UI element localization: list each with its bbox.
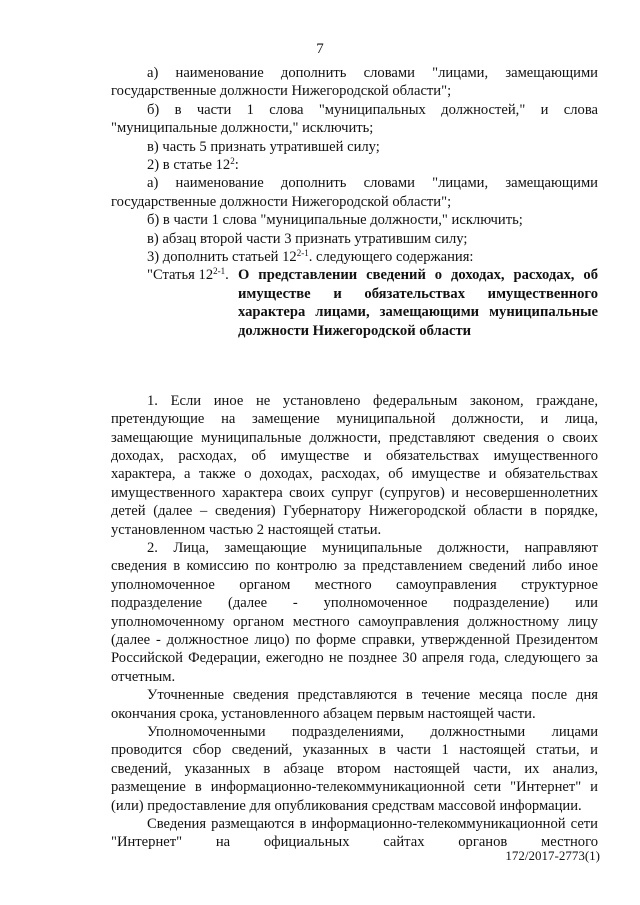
page-number: 7 <box>316 41 324 57</box>
paragraph-4: Уполномоченными подразделениями, должностными лицами проводится сбор сведений, указанных в части 1 настоящей статьи, и сведений, указанных в абзаце втором настоящей части, их анализ, размещение в информационно-телекоммуникационной сети "Интернет" и (или) предоставление для опубликования средствам массовой информации. <box>111 724 598 814</box>
amendment-item-a1: а) наименование дополнить словами "лицами, замещающими государственные должности Нижегородской области"; <box>111 65 598 100</box>
article-heading <box>111 266 598 340</box>
amendment-item-v2: в) абзац второй части 3 признать утратившим силу; <box>147 230 468 247</box>
amendment-item-2: 2) в статье $12^2$: <box>147 156 239 174</box>
paragraph-5: Сведения размещаются в информационно-телекоммуникационной сети "Интернет" на официальных сайтах органов местного <box>111 816 598 851</box>
spacer <box>111 355 598 392</box>
amendment-item-3: 3) дополнить статьей 12$^{2-1}$. следующего содержания: <box>147 248 474 266</box>
amendment-item-a2: а) наименование дополнить словами "лицами, замещающими государственные должности Нижегородской области"; <box>111 175 598 210</box>
document-body <box>111 64 598 852</box>
amendment-item-b2: б) в части 1 слова "муниципальные должности," исключить; <box>147 212 523 229</box>
article-title: О представлении сведений о доходах, расходах, об имуществе и обязательствах имущественного характера лицами, замещающими муниципальные должности Нижегородской области <box>238 267 598 339</box>
document-code: 172/2017-2773(1) <box>505 848 600 863</box>
amendment-item-b1: б) в части 1 слова "муниципальных должностей," и слова "муниципальные должности," исключить; <box>111 101 598 137</box>
paragraph-1: 1. Если иное не установлено федеральным законом, граждане, претендующие на замещение муниципальной должности, и лица, замещающие муниципальные должности, представляют сведения о своих доходах, расходах, об имуществе и обязательствах имущественного характера, а также о доходах, расходах, об имуществе и обязательствах имущественного характера своих супруг (супругов) и несовершеннолетних детей (далее – сведения) Губернатору Нижегородской области в порядке, установленном частью 2 настоящей статьи. <box>111 392 598 538</box>
paragraph-2: 2. Лица, замещающие муниципальные должности, направляют сведения в комиссию по контролю за представлением сведений либо иное уполномоченное органом местного самоуправления структурное подразделение (далее - уполномоченное подразделение) или уполномоченному органом местного самоуправления должностному лицу (далее - должностное лицо) по форме справки, утвержденной Президентом Российской Федерации, ежегодно не позднее 30 апреля года, следующего за отчетным. <box>111 539 598 685</box>
article-prefix: "Статья 12$^{2-1}$. <box>147 266 229 284</box>
amendment-item-v1: в) часть 5 признать утратившей силу; <box>147 138 380 155</box>
paragraph-3: Уточненные сведения представляются в течение месяца после дня окончания срока, установленного абзацем первым настоящей части. <box>111 687 598 722</box>
